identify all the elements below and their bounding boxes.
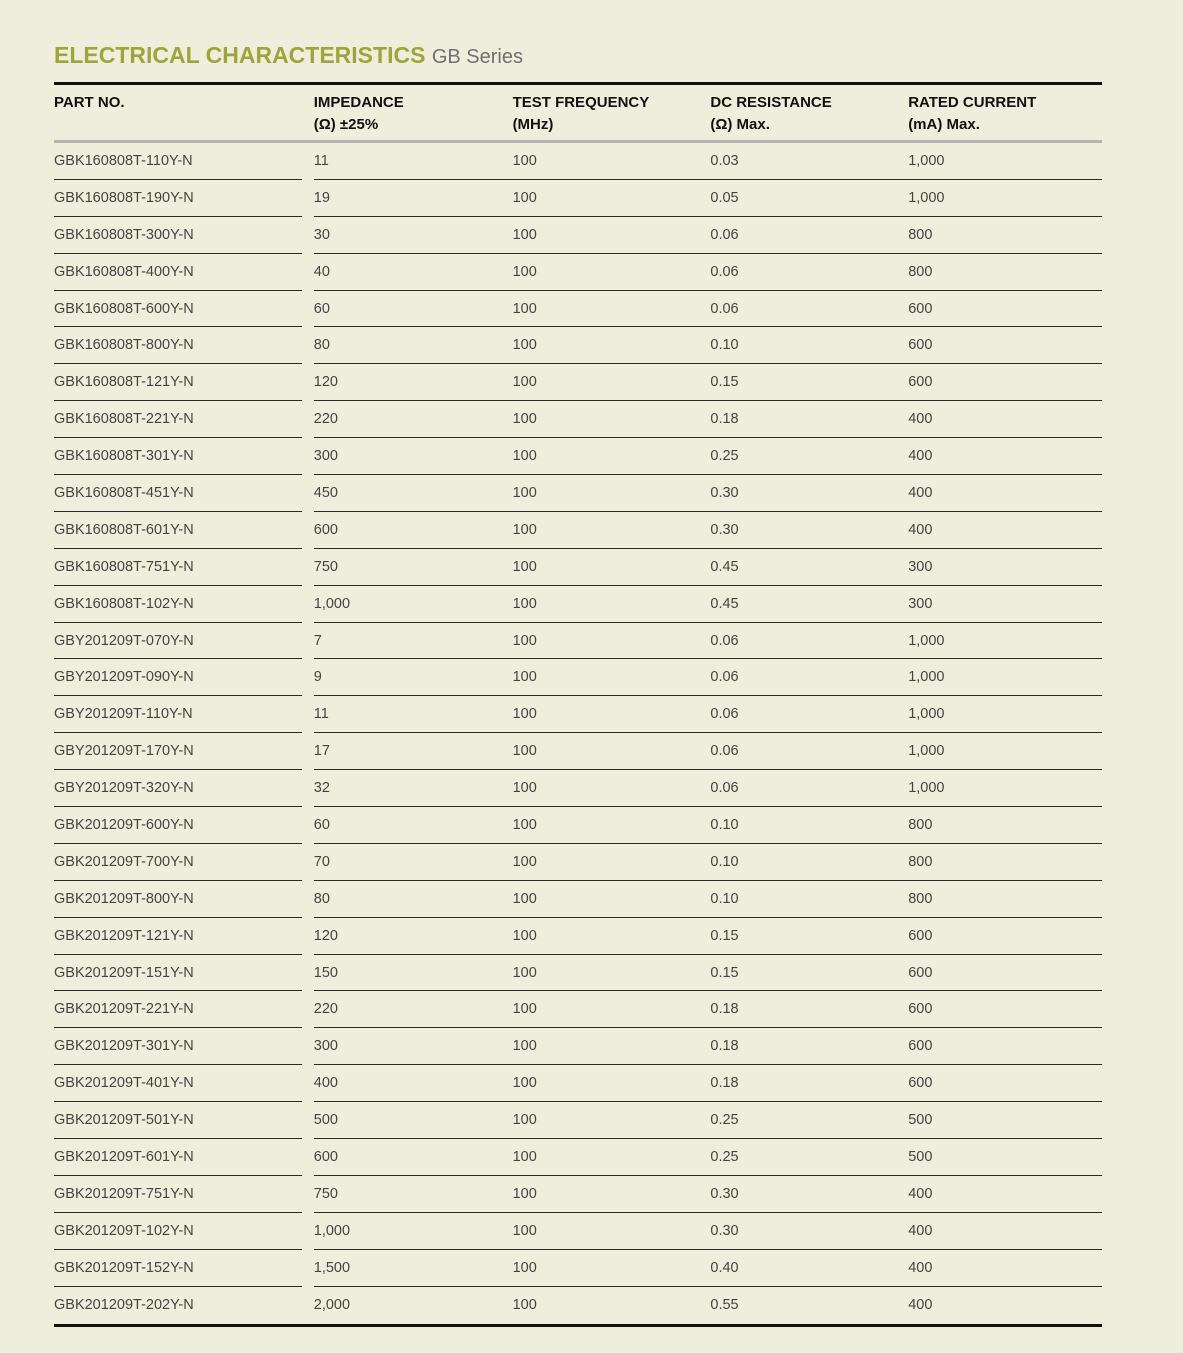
table-row: [54, 364, 1102, 401]
row-gap: [302, 438, 314, 475]
cell-dc-resistance: 0.25: [710, 438, 908, 475]
cell-rated-current: 400: [908, 1296, 933, 1313]
cell-rated-current: 400: [908, 1213, 1102, 1250]
cell-rated-current: 400: [908, 512, 1102, 549]
row-gap: [302, 254, 314, 291]
cell-rated-current: 400: [908, 438, 1102, 475]
page-title: [54, 40, 523, 72]
cell-part-no: GBK201209T-221Y-N: [54, 991, 302, 1028]
cell-dc-resistance: 0.15: [710, 918, 908, 955]
table-row: [54, 696, 1102, 733]
header-unit: (MHz): [512, 116, 554, 133]
cell-dc-resistance: 0.15: [710, 364, 908, 401]
row-gap: [302, 364, 314, 401]
cell-test-frequency: 100: [513, 549, 711, 586]
cell-test-frequency: 100: [513, 401, 711, 438]
cell-impedance: 11: [314, 143, 513, 180]
cell-impedance: 500: [314, 1102, 513, 1139]
header-test-frequency: [513, 85, 711, 143]
cell-test-frequency: 100: [513, 1028, 711, 1065]
cell-dc-resistance: 0.15: [710, 955, 908, 992]
header-label: PART NO.: [54, 94, 125, 111]
row-gap: [302, 991, 314, 1028]
cell-rated-current: 400: [908, 475, 1102, 512]
cell-impedance: 30: [314, 217, 513, 254]
table-row: [54, 401, 1102, 438]
row-gap: [302, 401, 314, 438]
cell-test-frequency: 100: [513, 586, 711, 623]
table-bottom-rule: [54, 1324, 1102, 1327]
cell-test-frequency: 100: [513, 475, 711, 512]
cell-dc-resistance: 0.06: [710, 623, 908, 660]
row-gap: [302, 881, 314, 918]
row-gap: [302, 291, 314, 328]
row-gap: [302, 327, 314, 364]
cell-test-frequency: 100: [513, 1065, 711, 1102]
cell-impedance: 60: [314, 807, 513, 844]
cell-test-frequency: 100: [513, 918, 711, 955]
cell-test-frequency: 100: [513, 438, 711, 475]
cell-test-frequency: 100: [513, 512, 711, 549]
cell-part-no: GBK201209T-700Y-N: [54, 844, 302, 881]
cell-impedance: 1,000: [314, 586, 513, 623]
cell-impedance: 80: [314, 327, 513, 364]
cell-part-no: GBY201209T-170Y-N: [54, 733, 302, 770]
cell-rated-current: 600: [908, 955, 1102, 992]
table-row: [54, 438, 1102, 475]
cell-dc-resistance: 0.30: [710, 512, 908, 549]
header-label: RATED CURRENT: [908, 94, 1037, 111]
cell-impedance: 750: [314, 1176, 513, 1213]
table-row: [54, 807, 1102, 844]
cell-test-frequency: 100: [513, 291, 711, 328]
table-row: [54, 217, 1102, 254]
cell-dc-resistance: 0.18: [710, 1028, 908, 1065]
cell-test-frequency: 100: [513, 327, 711, 364]
row-gap: [302, 1065, 314, 1102]
cell-impedance: 60: [314, 291, 513, 328]
cell-part-no: GBK201209T-401Y-N: [54, 1065, 302, 1102]
cell-test-frequency: 100: [513, 1139, 711, 1176]
cell-dc-resistance: 0.55: [710, 1296, 739, 1313]
cell-rated-current: 600: [908, 1028, 1102, 1065]
cell-part-no: GBK160808T-751Y-N: [54, 549, 302, 586]
header-dc-resistance: [710, 85, 908, 143]
cell-part-no: GBK160808T-102Y-N: [54, 586, 302, 623]
cell-rated-current: 500: [908, 1102, 1102, 1139]
row-gap: [302, 143, 314, 180]
cell-test-frequency: 100: [513, 143, 711, 180]
cell-dc-resistance: 0.30: [710, 1176, 908, 1213]
cell-test-frequency: 100: [513, 254, 711, 291]
table-row: [54, 733, 1102, 770]
cell-dc-resistance: 0.18: [710, 991, 908, 1028]
row-gap: [302, 475, 314, 512]
cell-impedance: 600: [314, 1139, 513, 1176]
cell-dc-resistance: 0.06: [710, 254, 908, 291]
cell-test-frequency: 100: [513, 807, 711, 844]
row-gap: [302, 1139, 314, 1176]
cell-impedance: 70: [314, 844, 513, 881]
row-gap: [302, 1176, 314, 1213]
cell-dc-resistance: 0.06: [710, 696, 908, 733]
table-row: [54, 586, 1102, 623]
header-label: DC RESISTANCE: [710, 94, 832, 111]
cell-dc-resistance: 0.30: [710, 475, 908, 512]
cell-rated-current: 600: [908, 1065, 1102, 1102]
characteristics-table: [54, 82, 1102, 1327]
cell-part-no: GBY201209T-110Y-N: [54, 696, 302, 733]
table-row: [54, 291, 1102, 328]
row-gap: [302, 659, 314, 696]
row-gap: [302, 844, 314, 881]
row-gap: [302, 586, 314, 623]
cell-test-frequency: 100: [513, 623, 711, 660]
cell-impedance: 120: [314, 918, 513, 955]
row-gap: [302, 623, 314, 660]
table-row: [54, 512, 1102, 549]
cell-part-no: GBK160808T-400Y-N: [54, 254, 302, 291]
table-row: [54, 1102, 1102, 1139]
cell-rated-current: 1,000: [908, 696, 1102, 733]
cell-part-no: GBY201209T-320Y-N: [54, 770, 302, 807]
row-gap: [302, 1028, 314, 1065]
table-row: [54, 327, 1102, 364]
table-row: [54, 844, 1102, 881]
cell-test-frequency: 100: [513, 1213, 711, 1250]
header-unit: (Ω) ±25%: [313, 116, 379, 133]
table-row: [54, 1028, 1102, 1065]
row-gap: [302, 733, 314, 770]
table-row: [54, 955, 1102, 992]
cell-impedance: 300: [314, 1028, 513, 1065]
cell-part-no: GBK201209T-121Y-N: [54, 918, 302, 955]
cell-impedance: 19: [314, 180, 513, 217]
cell-test-frequency: 100: [512, 1296, 537, 1313]
cell-part-no: GBK201209T-800Y-N: [54, 881, 302, 918]
cell-dc-resistance: 0.10: [710, 807, 908, 844]
header-label: IMPEDANCE: [313, 94, 404, 111]
cell-test-frequency: 100: [513, 217, 711, 254]
cell-part-no: GBK160808T-800Y-N: [54, 327, 302, 364]
cell-rated-current: 800: [908, 844, 1102, 881]
row-gap: [302, 180, 314, 217]
row-gap: [302, 696, 314, 733]
cell-dc-resistance: 0.30: [710, 1213, 908, 1250]
cell-part-no: GBK201209T-601Y-N: [54, 1139, 302, 1176]
cell-part-no: GBK160808T-121Y-N: [54, 364, 302, 401]
table-row: [54, 143, 1102, 180]
table-body: [54, 143, 1102, 1324]
cell-test-frequency: 100: [513, 364, 711, 401]
cell-rated-current: 1,000: [908, 733, 1102, 770]
title-series: GB Series: [431, 46, 523, 68]
table-row: [54, 1176, 1102, 1213]
table-row: [54, 254, 1102, 291]
cell-part-no: GBK201209T-501Y-N: [54, 1102, 302, 1139]
row-gap: [302, 807, 314, 844]
cell-dc-resistance: 0.25: [710, 1102, 908, 1139]
cell-test-frequency: 100: [513, 955, 711, 992]
cell-dc-resistance: 0.06: [710, 770, 908, 807]
table-row: [54, 549, 1102, 586]
cell-rated-current: 600: [908, 918, 1102, 955]
row-gap: [302, 1213, 314, 1250]
cell-impedance: 400: [314, 1065, 513, 1102]
cell-part-no: GBK160808T-110Y-N: [54, 143, 302, 180]
cell-rated-current: 1,000: [908, 770, 1102, 807]
cell-part-no: GBK160808T-190Y-N: [54, 180, 302, 217]
cell-impedance: 1,000: [314, 1213, 513, 1250]
table-row: [54, 918, 1102, 955]
cell-test-frequency: 100: [513, 881, 711, 918]
header-label: TEST FREQUENCY: [512, 94, 650, 111]
cell-part-no: GBK160808T-221Y-N: [54, 401, 302, 438]
cell-dc-resistance: 0.06: [710, 733, 908, 770]
cell-rated-current: 400: [908, 1250, 1102, 1287]
cell-test-frequency: 100: [513, 991, 711, 1028]
cell-part-no: GBK201209T-301Y-N: [54, 1028, 302, 1065]
cell-rated-current: 800: [908, 217, 1102, 254]
cell-dc-resistance: 0.05: [710, 180, 908, 217]
cell-part-no: GBK160808T-601Y-N: [54, 512, 302, 549]
cell-test-frequency: 100: [513, 659, 711, 696]
cell-rated-current: 300: [908, 549, 1102, 586]
table-row: [54, 1250, 1102, 1287]
cell-test-frequency: 100: [513, 1176, 711, 1213]
cell-impedance: 120: [314, 364, 513, 401]
header-impedance: [314, 85, 513, 143]
cell-rated-current: 600: [908, 364, 1102, 401]
table-row: [54, 1139, 1102, 1176]
cell-impedance: 11: [314, 696, 513, 733]
row-gap: [302, 549, 314, 586]
cell-dc-resistance: 0.18: [710, 1065, 908, 1102]
cell-impedance: 7: [314, 623, 513, 660]
cell-test-frequency: 100: [513, 844, 711, 881]
row-gap: [302, 1287, 314, 1324]
cell-dc-resistance: 0.45: [710, 549, 908, 586]
cell-dc-resistance: 0.40: [710, 1250, 908, 1287]
cell-part-no: GBK201209T-202Y-N: [54, 1296, 194, 1313]
header-gap: [302, 85, 314, 143]
table-row: [54, 475, 1102, 512]
cell-rated-current: 1,000: [908, 180, 1102, 217]
cell-dc-resistance: 0.25: [710, 1139, 908, 1176]
table-header: [54, 85, 1102, 143]
cell-dc-resistance: 0.06: [710, 291, 908, 328]
cell-impedance: 450: [314, 475, 513, 512]
cell-dc-resistance: 0.10: [710, 844, 908, 881]
table-row: [54, 180, 1102, 217]
table-row: [54, 1287, 1102, 1324]
cell-impedance: 40: [314, 254, 513, 291]
cell-test-frequency: 100: [513, 696, 711, 733]
cell-rated-current: 600: [908, 327, 1102, 364]
cell-rated-current: 600: [908, 991, 1102, 1028]
table-row: [54, 1213, 1102, 1250]
cell-impedance: 750: [314, 549, 513, 586]
table-row: [54, 770, 1102, 807]
cell-impedance: 300: [314, 438, 513, 475]
cell-rated-current: 500: [908, 1139, 1102, 1176]
cell-test-frequency: 100: [513, 180, 711, 217]
cell-part-no: GBK160808T-600Y-N: [54, 291, 302, 328]
cell-impedance: 32: [314, 770, 513, 807]
cell-rated-current: 400: [908, 401, 1102, 438]
row-gap: [302, 955, 314, 992]
cell-impedance: 9: [314, 659, 513, 696]
cell-part-no: GBK201209T-102Y-N: [54, 1213, 302, 1250]
cell-rated-current: 400: [908, 1176, 1102, 1213]
cell-impedance: 1,500: [314, 1250, 513, 1287]
cell-rated-current: 800: [908, 881, 1102, 918]
cell-part-no: GBY201209T-090Y-N: [54, 659, 302, 696]
cell-part-no: GBK201209T-152Y-N: [54, 1250, 302, 1287]
cell-part-no: GBK201209T-151Y-N: [54, 955, 302, 992]
cell-rated-current: 1,000: [908, 143, 1102, 180]
header-unit: (Ω) Max.: [710, 116, 770, 133]
cell-part-no: GBY201209T-070Y-N: [54, 623, 302, 660]
cell-impedance: 220: [314, 401, 513, 438]
row-gap: [302, 1250, 314, 1287]
row-gap: [302, 512, 314, 549]
cell-dc-resistance: 0.06: [710, 217, 908, 254]
table-row: [54, 881, 1102, 918]
cell-impedance: 600: [314, 512, 513, 549]
table-row: [54, 1065, 1102, 1102]
cell-dc-resistance: 0.10: [710, 327, 908, 364]
cell-part-no: GBK160808T-301Y-N: [54, 438, 302, 475]
cell-impedance: 150: [314, 955, 513, 992]
header-part-no: [54, 85, 302, 143]
cell-rated-current: 1,000: [908, 659, 1102, 696]
row-gap: [302, 1102, 314, 1139]
header-unit: (mA) Max.: [908, 116, 980, 133]
header-rated-current: [908, 85, 1102, 143]
table-row: [54, 659, 1102, 696]
row-gap: [302, 217, 314, 254]
cell-impedance: 80: [314, 881, 513, 918]
cell-rated-current: 300: [908, 586, 1102, 623]
table-row: [54, 991, 1102, 1028]
cell-dc-resistance: 0.06: [710, 659, 908, 696]
cell-impedance: 220: [314, 991, 513, 1028]
title-main: ELECTRICAL CHARACTERISTICS: [54, 42, 426, 68]
row-gap: [302, 770, 314, 807]
cell-part-no: GBK160808T-451Y-N: [54, 475, 302, 512]
cell-rated-current: 1,000: [908, 623, 1102, 660]
cell-dc-resistance: 0.45: [710, 586, 908, 623]
cell-part-no: GBK160808T-300Y-N: [54, 217, 302, 254]
table-row: [54, 623, 1102, 660]
row-gap: [302, 918, 314, 955]
cell-rated-current: 800: [908, 807, 1102, 844]
cell-part-no: GBK201209T-600Y-N: [54, 807, 302, 844]
cell-rated-current: 800: [908, 254, 1102, 291]
cell-test-frequency: 100: [513, 1250, 711, 1287]
cell-dc-resistance: 0.18: [710, 401, 908, 438]
cell-test-frequency: 100: [513, 1102, 711, 1139]
cell-rated-current: 600: [908, 291, 1102, 328]
cell-part-no: GBK201209T-751Y-N: [54, 1176, 302, 1213]
cell-impedance: 2,000: [313, 1296, 351, 1313]
cell-test-frequency: 100: [513, 733, 711, 770]
cell-test-frequency: 100: [513, 770, 711, 807]
cell-dc-resistance: 0.03: [710, 143, 908, 180]
cell-impedance: 17: [314, 733, 513, 770]
cell-dc-resistance: 0.10: [710, 881, 908, 918]
